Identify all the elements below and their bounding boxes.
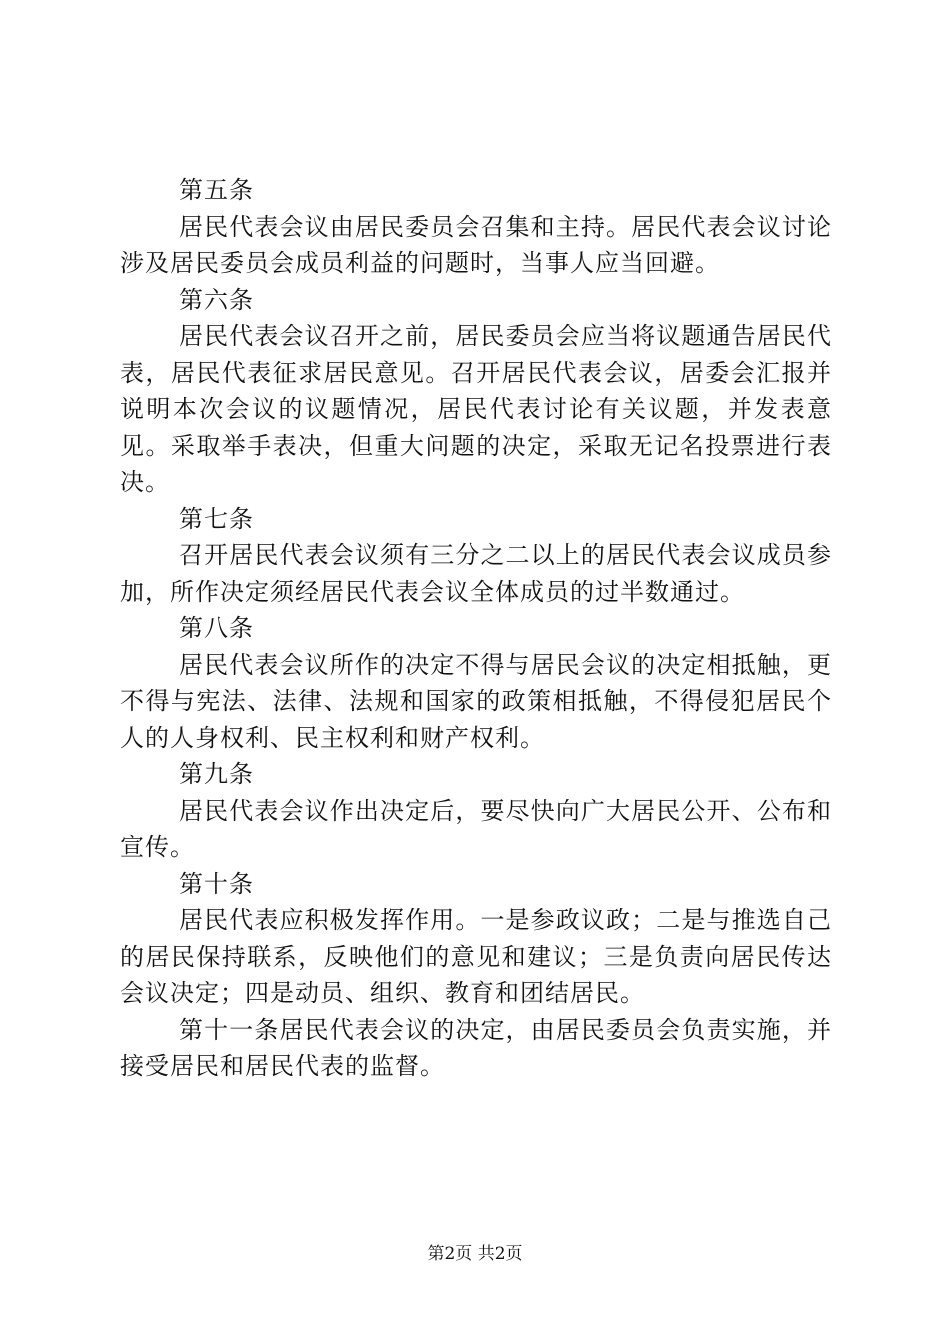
article-9-text: 居民代表会议作出决定后，要尽快向广大居民公开、公布和宣传。 (120, 796, 832, 861)
page-number-footer: 第2页 共2页 (427, 1244, 523, 1264)
article-10-text: 居民代表应积极发挥作用。一是参政议政；二是与推选自己的居民保持联系，反映他们的意见和建议；三是负责向居民传达会议决定；四是动员、组织、教育和团结居民。 (120, 906, 832, 1007)
article-6-text: 居民代表会议召开之前，居民委员会应当将议题通告居民代表，居民代表征求居民意见。召开居民代表会议，居委会汇报并说明本次会议的议题情况，居民代表讨论有关议题，并发表意见。采取举手表决，但重大问题的决定，采取无记名投票进行表决。 (120, 322, 832, 496)
document-body (120, 172, 832, 1085)
article-10-heading: 第十条 (179, 869, 254, 898)
article-8-text: 居民代表会议所作的决定不得与居民会议的决定相抵触，更不得与宪法、法律、法规和国家的政策相抵触，不得侵犯居民个人的人身权利、民主权利和财产权利。 (120, 650, 832, 752)
article-7-heading: 第七条 (179, 504, 254, 533)
article-8-heading: 第八条 (179, 614, 254, 642)
article-5-heading: 第五条 (179, 176, 254, 204)
article-6-heading: 第六条 (179, 285, 254, 314)
article-9-heading: 第九条 (179, 760, 254, 788)
article-5-text: 居民代表会议由居民委员会召集和主持。居民代表会议讨论涉及居民委员会成员利益的问题时，当事人应当回避。 (120, 212, 832, 277)
article-7-text: 召开居民代表会议须有三分之二以上的居民代表会议成员参加，所作决定须经居民代表会议全体成员的过半数通过。 (120, 541, 832, 606)
article-11-text: 第十一条居民代表会议的决定，由居民委员会负责实施，并接受居民和居民代表的监督。 (120, 1015, 832, 1080)
